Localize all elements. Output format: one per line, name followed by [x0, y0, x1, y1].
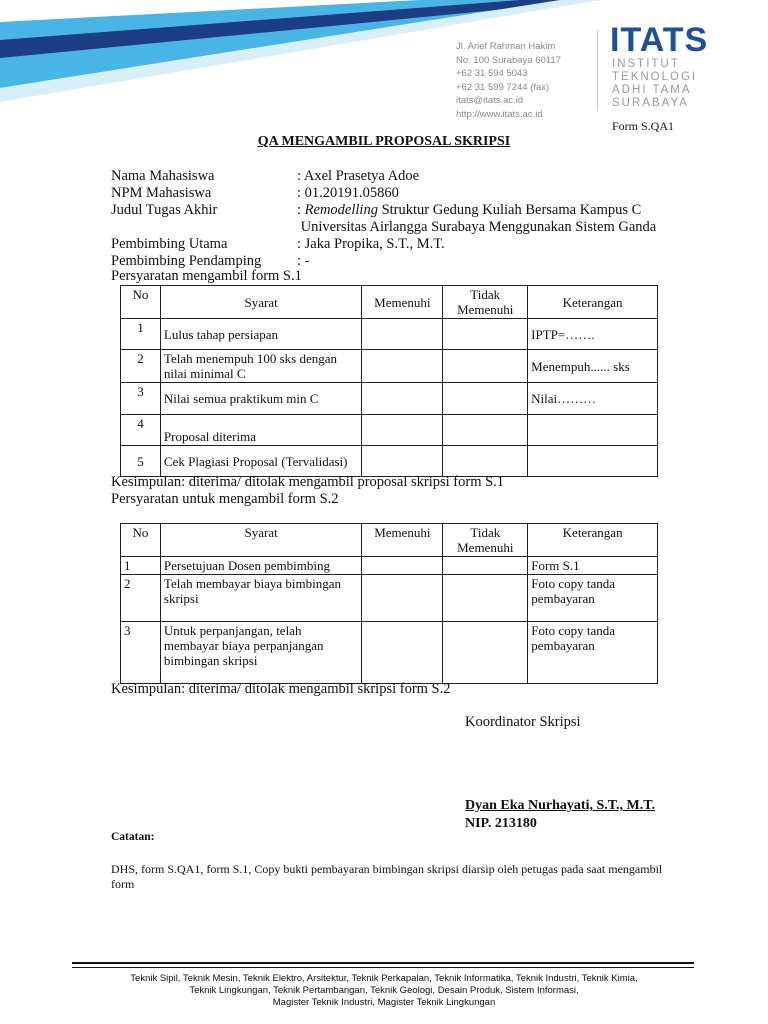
row-no: 2	[121, 575, 161, 622]
npm-label: NPM Mahasiswa	[111, 185, 212, 201]
main-advisor-label: Pembimbing Utama	[111, 236, 228, 252]
footer-rule-thin	[72, 967, 694, 968]
address-line: http://www.itats.ac.id	[456, 108, 543, 120]
footer-line: Teknik Lingkungan, Teknik Pertambangan, Teknik Geologi, Desain Produk, Sistem Informasi,	[189, 985, 579, 996]
thesis-prefix: :	[297, 202, 305, 218]
thesis-label: Judul Tugas Akhir	[111, 202, 218, 218]
row-syarat: Persetujuan Dosen pembimbing	[160, 557, 361, 575]
npm-value: : 01.20191.05860	[297, 185, 399, 201]
co-advisor-value: : -	[297, 253, 310, 269]
header-keterangan: Keterangan	[528, 524, 658, 557]
requirements-table-s2	[120, 523, 658, 684]
co-advisor-label: Pembimbing Pendamping	[111, 253, 262, 269]
header-keterangan: Keterangan	[528, 286, 658, 319]
row-no: 1	[121, 319, 161, 350]
row-no: 5	[121, 446, 161, 477]
row-keterangan: Form S.1	[528, 557, 658, 575]
row-tidak-memenuhi-cell[interactable]	[443, 557, 528, 575]
header-divider	[597, 30, 598, 110]
table-row	[121, 557, 658, 575]
row-tidak-memenuhi-cell[interactable]	[443, 446, 528, 477]
footer-line: Teknik Sipil, Teknik Mesin, Teknik Elektro, Arsitektur, Teknik Perkapalan, Teknik Informatika, Teknik Industri, Teknik Kimia,	[130, 973, 638, 984]
row-memenuhi-cell[interactable]	[362, 415, 443, 446]
requirements-table-s1	[120, 285, 658, 477]
table-row	[121, 350, 658, 383]
institution-address	[456, 40, 561, 121]
form-code: Form S.QA1	[612, 119, 675, 133]
row-syarat: Cek Plagiasi Proposal (Tervalidasi)	[160, 446, 361, 477]
notes-text: DHS, form S.QA1, form S.1, Copy bukti pembayaran bimbingan skripsi diarsip oleh petugas pada saat mengambil form	[111, 862, 663, 891]
row-syarat: Telah menempuh 100 sks dengan nilai minimal C	[160, 350, 361, 383]
row-tidak-memenuhi-cell[interactable]	[443, 319, 528, 350]
table-header-row	[121, 524, 658, 557]
header-memenuhi: Memenuhi	[362, 524, 443, 557]
header-tidak-memenuhi: Tidak Memenuhi	[443, 524, 528, 557]
logo-sub-line: ADHI TAMA	[612, 84, 692, 96]
row-no: 1	[121, 557, 161, 575]
address-line: +62 31 599 7244 (fax)	[456, 81, 550, 93]
row-tidak-memenuhi-cell[interactable]	[443, 622, 528, 684]
row-memenuhi-cell[interactable]	[362, 557, 443, 575]
row-syarat: Proposal diterima	[160, 415, 361, 446]
row-tidak-memenuhi-cell[interactable]	[443, 383, 528, 415]
row-keterangan: IPTP=…….	[528, 319, 658, 350]
thesis-italic: Remodelling	[304, 202, 378, 218]
row-no: 2	[121, 350, 161, 383]
header-memenuhi: Memenuhi	[362, 286, 443, 319]
row-tidak-memenuhi-cell[interactable]	[443, 350, 528, 383]
address-line: itats@itats.ac.id	[456, 95, 524, 106]
row-keterangan	[528, 446, 658, 477]
row-memenuhi-cell[interactable]	[362, 622, 443, 684]
footer-line: Magister Teknik Industri, Magister Teknik Lingkungan	[272, 997, 496, 1008]
logo-sub-line: TEKNOLOGI	[612, 71, 698, 83]
section1-heading: Persyaratan mengambil form S.1	[111, 268, 302, 284]
name-value: : Axel Prasetya Adoe	[297, 168, 420, 184]
address-line: No. 100 Surabaya 60117	[456, 54, 561, 66]
row-tidak-memenuhi-cell[interactable]	[443, 415, 528, 446]
name-label: Nama Mahasiswa	[111, 168, 215, 184]
header-tidak-memenuhi: Tidak Memenuhi	[443, 286, 528, 319]
signature-role: Koordinator Skripsi	[465, 714, 581, 730]
main-advisor-value: : Jaka Propika, S.T., M.T.	[297, 236, 445, 252]
row-keterangan	[528, 415, 658, 446]
row-memenuhi-cell[interactable]	[362, 446, 443, 477]
row-memenuhi-cell[interactable]	[362, 319, 443, 350]
address-line: Jl. Arief Rahman Hakim	[456, 41, 556, 52]
student-info	[111, 168, 711, 268]
signature-name: Dyan Eka Nurhayati, S.T., M.T.	[465, 798, 656, 813]
section2-conclusion: Kesimpulan: diterima/ ditolak mengambil skripsi form S.2	[111, 681, 451, 697]
row-keterangan: Foto copy tanda pembayaran	[528, 575, 658, 622]
thesis-value-line2: Universitas Airlangga Surabaya Menggunakan Sistem Ganda	[297, 219, 657, 235]
table-row	[121, 446, 658, 477]
table-header-row	[121, 286, 658, 319]
header-no: No	[121, 286, 161, 319]
header-syarat: Syarat	[160, 286, 361, 319]
row-syarat: Lulus tahap persiapan	[160, 319, 361, 350]
row-keterangan: Foto copy tanda pembayaran	[528, 622, 658, 684]
footer-programs	[0, 973, 768, 1009]
logo-sub-line: INSTITUT	[612, 58, 680, 70]
row-syarat: Untuk perpanjangan, telah membayar biaya perpanjangan bimbingan skripsi	[160, 622, 361, 684]
table-row	[121, 622, 658, 684]
header-no: No	[121, 524, 161, 557]
thesis-value	[297, 202, 641, 219]
row-keterangan: Nilai………	[528, 383, 658, 415]
row-memenuhi-cell[interactable]	[362, 575, 443, 622]
itats-logo: ITATS	[610, 21, 709, 59]
logo-sub-line: SURABAYA	[612, 97, 689, 109]
row-tidak-memenuhi-cell[interactable]	[443, 575, 528, 622]
row-no: 3	[121, 622, 161, 684]
table-row	[121, 383, 658, 415]
thesis-rest: Struktur Gedung Kuliah Bersama Kampus C	[377, 202, 642, 218]
footer-rule-thick	[72, 962, 694, 964]
row-no: 3	[121, 383, 161, 415]
row-memenuhi-cell[interactable]	[362, 350, 443, 383]
section2-heading: Persyaratan untuk mengambil form S.2	[111, 491, 339, 507]
table-row	[121, 415, 658, 446]
address-line: +62 31 594 5043	[456, 68, 528, 79]
row-no: 4	[121, 415, 161, 446]
table-row	[121, 575, 658, 622]
document-title: QA MENGAMBIL PROPOSAL SKRIPSI	[257, 134, 511, 149]
row-syarat: Telah membayar biaya bimbingan skripsi	[160, 575, 361, 622]
row-syarat: Nilai semua praktikum min C	[160, 383, 361, 415]
signature-nip: NIP. 213180	[465, 816, 537, 831]
header-syarat: Syarat	[160, 524, 361, 557]
table-row	[121, 319, 658, 350]
itats-logo-subtitle	[612, 58, 697, 110]
section1-conclusion: Kesimpulan: diterima/ ditolak mengambil proposal skripsi form S.1	[111, 474, 505, 490]
row-keterangan: Menempuh...... sks	[528, 350, 658, 383]
notes-label: Catatan:	[111, 831, 155, 843]
row-memenuhi-cell[interactable]	[362, 383, 443, 415]
